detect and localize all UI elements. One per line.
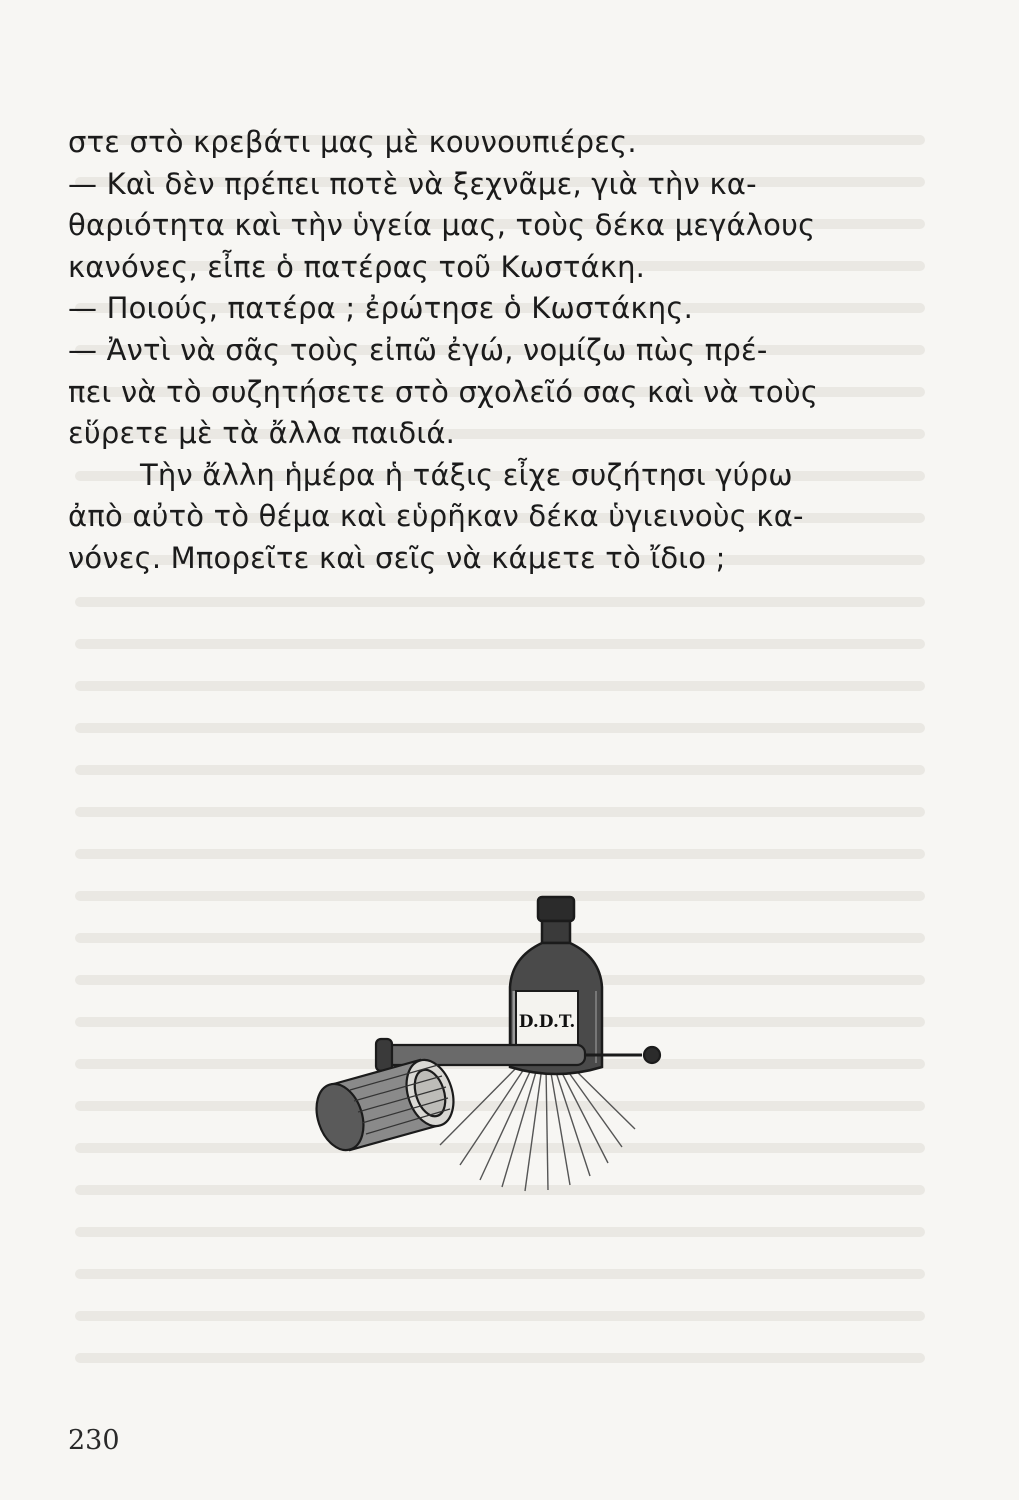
text-line: θαριότητα καὶ τὴν ὑγεία μας, τοὺς δέκα μεγάλους (68, 208, 816, 243)
text-line: πει νὰ τὸ συζητήσετε στὸ σχολεῖό σας καὶ νὰ τοὺς (68, 374, 819, 409)
page-number: 230 (68, 1425, 120, 1456)
sprayer (309, 1039, 660, 1156)
bottle-label: D.D.T. (518, 1012, 576, 1032)
text-line: εὕρετε μὲ τὰ ἄλλα παιδιά. (68, 416, 456, 451)
text-line: ἀπὸ αὐτὸ τὸ θέμα καὶ εὑρῆκαν δέκα ὑγιεινοὺς κα- (68, 499, 804, 534)
text-line: — Ἀντὶ νὰ σᾶς τοὺς εἰπῶ ἐγώ, νομίζω πὼς πρέ- (68, 332, 768, 367)
hatch-shadow (440, 1058, 635, 1191)
ddt-bottle-illustration (290, 895, 690, 1195)
text-line: στε στὸ κρεβάτι μας μὲ κουνουπιέρες. (68, 125, 637, 159)
text-line: — Ποιούς, πατέρα ; ἐρώτησε ὁ Κωστάκης. (68, 291, 694, 326)
text-line: κανόνες, εἶπε ὁ πατέρας τοῦ Κωστάκη. (68, 249, 646, 284)
text-line: — Καὶ δὲν πρέπει ποτὲ νὰ ξεχνᾶμε, γιὰ τὴν κα- (68, 166, 757, 201)
text-line: νόνες. Μπορεῖτε καὶ σεῖς νὰ κάμετε τὸ ἴδιο ; (68, 540, 726, 575)
text-line: Τὴν ἄλλη ἡμέρα ἡ τάξις εἶχε συζήτησι γύρω (140, 457, 793, 492)
body-text (68, 122, 918, 580)
